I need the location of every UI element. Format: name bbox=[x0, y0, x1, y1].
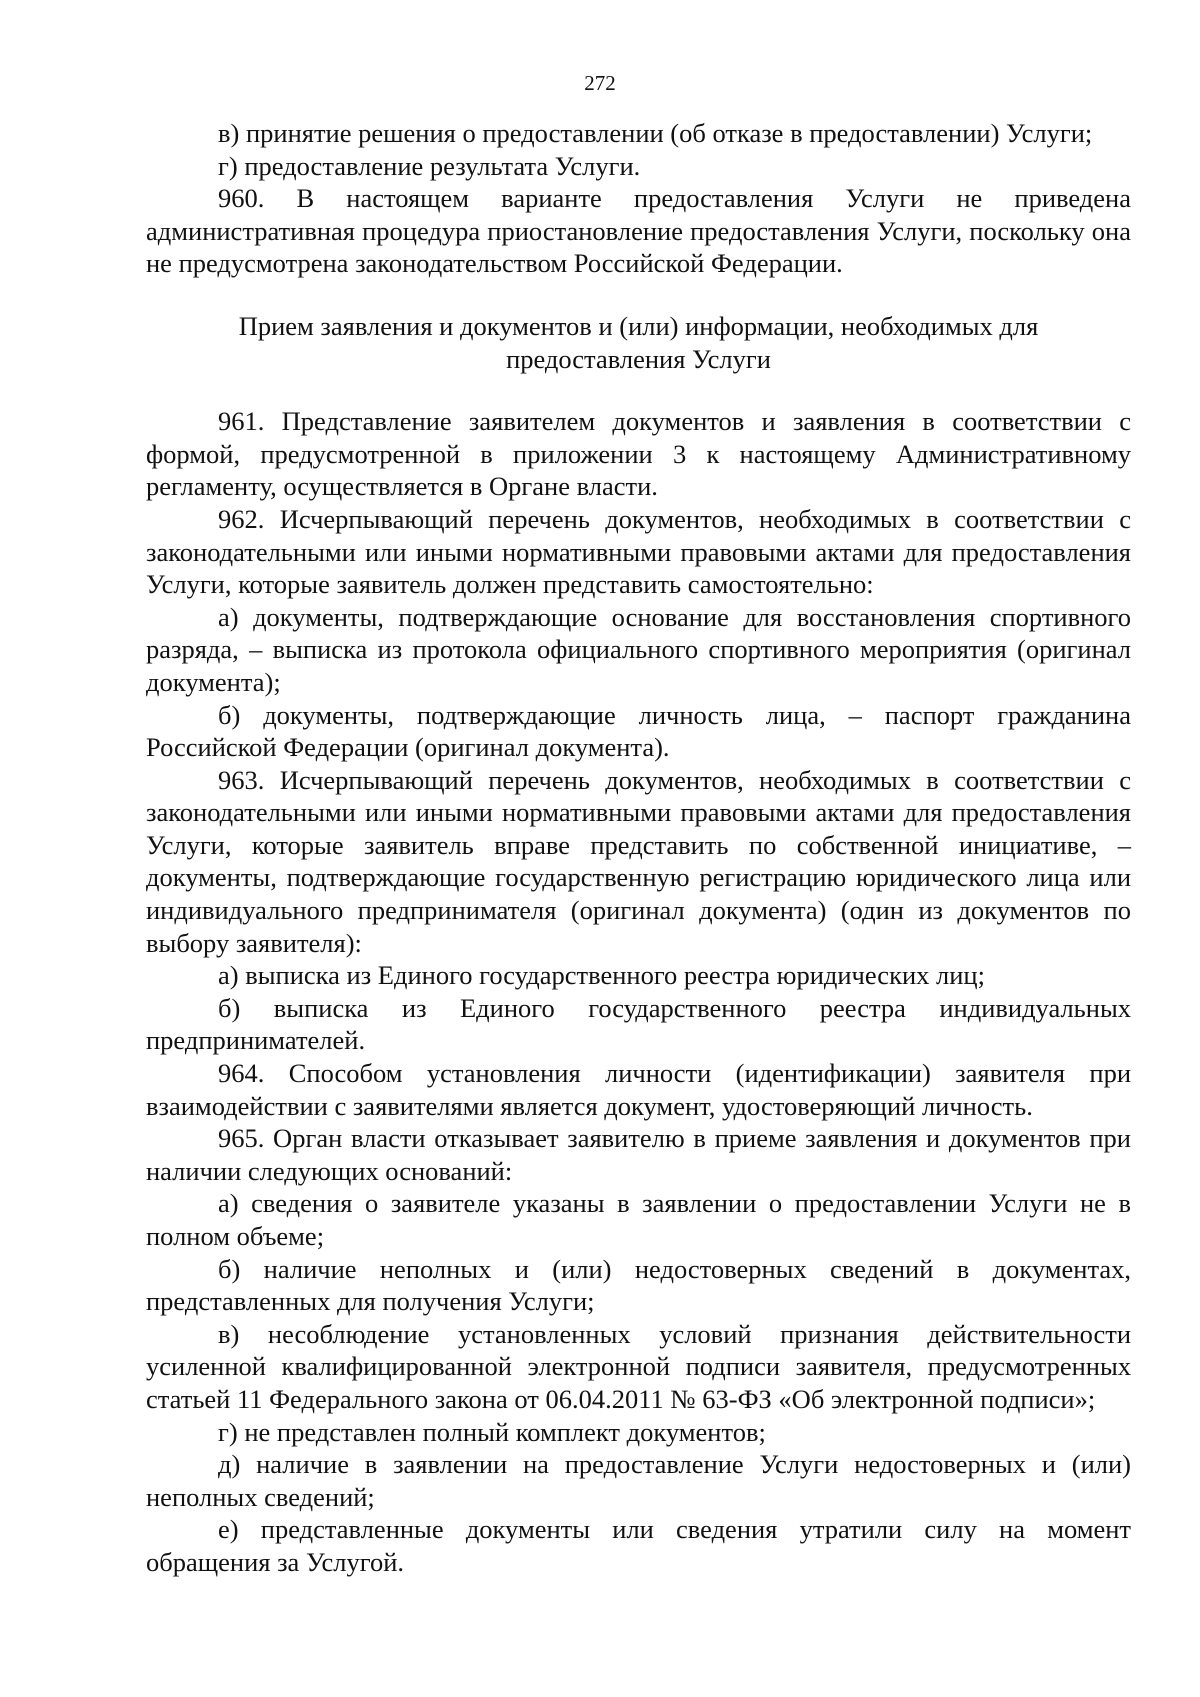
paragraph-965-d: д) наличие в заявлении на предоставление Услуги недостоверных и (или) неполных сведений; bbox=[146, 1449, 1131, 1512]
section-heading: Прием заявления и документов и (или) информации, необходимых для предоставления Услуги bbox=[238, 310, 1039, 374]
paragraph-v-decision: в) принятие решения о предоставлении (об отказе в предоставлении) Услуги; bbox=[218, 118, 1093, 148]
paragraph-962-b: б) документы, подтверждающие личность лица, – паспорт гражданина Российской Федерации (оригинал документа). bbox=[146, 699, 1131, 763]
paragraph-963: 963. Исчерпывающий перечень документов, необходимых в соответствии с законодательными или иными нормативными правовыми актами для предоставления Услуги, которые заявитель вправе представить по собственной инициативе, – документы, подтверждающие государственную регистрацию юридического лица или индивидуального предпринимателя (оригинал документа) (один из документов по выбору заявителя): bbox=[146, 764, 1131, 958]
document-body bbox=[146, 117, 1131, 1579]
paragraph-963-b: б) выписка из Единого государственного реестра индивидуальных предпринимателей. bbox=[146, 992, 1131, 1056]
paragraph-965: 965. Орган власти отказывает заявителю в приеме заявления и документов при наличии следующих оснований: bbox=[146, 1123, 1131, 1186]
paragraph-965-e: е) представленные документы или сведения утратили силу на момент обращения за Услугой. bbox=[146, 1514, 1131, 1577]
paragraph-962: 962. Исчерпывающий перечень документов, необходимых в соответствии с законодательными или иными нормативными правовыми актами для предоставления Услуги, которые заявитель должен представить самостоятельно: bbox=[146, 503, 1131, 600]
paragraph-965-a: а) сведения о заявителе указаны в заявлении о предоставлении Услуги не в полном объеме; bbox=[146, 1188, 1131, 1251]
paragraph-965-v: в) несоблюдение установленных условий признания действительности усиленной квалифицированной электронной подписи заявителя, предусмотренных статьей 11 Федерального закона от 06.04.2011 № 63-ФЗ «Об электронной подписи»; bbox=[146, 1318, 1131, 1414]
paragraph-960: 960. В настоящем варианте предоставления Услуги не приведена административная процедура приостановление предоставления Услуги, поскольку она не предусмотрена законодательством Российской Федерации. bbox=[146, 183, 1131, 279]
paragraph-965-g: г) не представлен полный комплект документов; bbox=[218, 1416, 766, 1447]
paragraph-963-a: а) выписка из Единого государственного реестра юридических лиц; bbox=[218, 960, 985, 991]
paragraph-964: 964. Способом установления личности (идентификации) заявителя при взаимодействии с заявителями является документ, удостоверяющий личность. bbox=[146, 1058, 1131, 1121]
page-number: 272 bbox=[584, 71, 616, 95]
paragraph-g-result: г) предоставление результата Услуги. bbox=[218, 150, 641, 181]
paragraph-965-b: б) наличие неполных и (или) недостоверных сведений в документах, представленных для получения Услуги; bbox=[146, 1253, 1131, 1317]
paragraph-962-a: а) документы, подтверждающие основание для восстановления спортивного разряда, – выписка из протокола официального спортивного мероприятия (оригинал документа); bbox=[146, 601, 1131, 697]
paragraph-961: 961. Представление заявителем документов и заявления в соответствии с формой, предусмотренной в приложении 3 к настоящему Административному регламенту, осуществляется в Органе власти. bbox=[146, 406, 1131, 502]
